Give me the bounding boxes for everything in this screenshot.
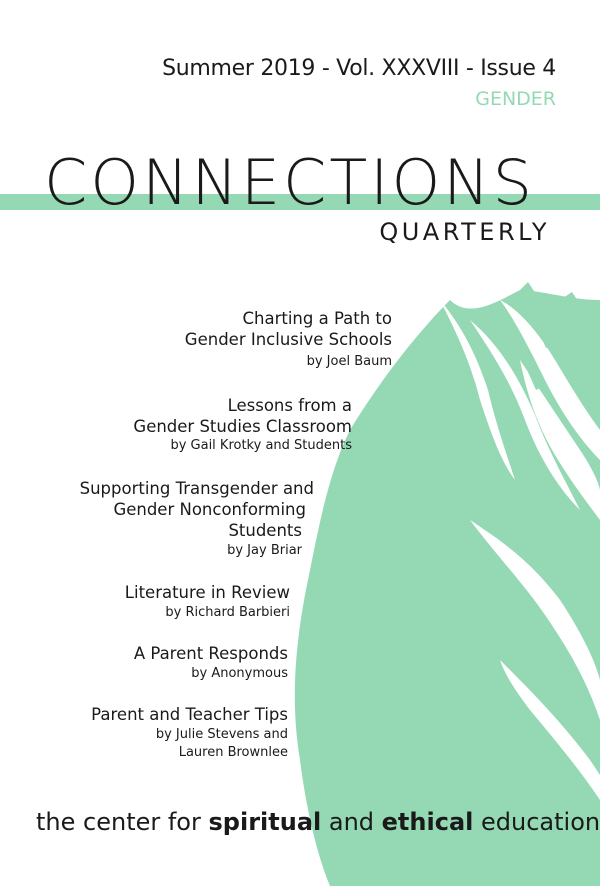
toc-entry-title: Parent and Teacher Tips xyxy=(91,705,288,724)
toc-entry-title: A Parent Responds xyxy=(133,644,288,663)
toc-entry-title: Gender Studies Classroom xyxy=(133,417,352,436)
toc-entry-title: Gender Inclusive Schools xyxy=(184,330,392,349)
toc-entry-title: Charting a Path to xyxy=(242,309,392,328)
toc-entry[interactable] xyxy=(134,643,288,683)
toc-entry-title: Literature in Review xyxy=(124,583,290,602)
tagline-text: and xyxy=(321,808,382,836)
publisher-tagline xyxy=(36,808,600,836)
toc-entry-author: by Julie Stevens and xyxy=(155,727,288,742)
tagline-emphasis: ethical xyxy=(381,808,474,836)
masthead-subtitle: QUARTERLY xyxy=(379,218,550,246)
toc-entry[interactable] xyxy=(125,582,290,622)
tagline-text: education xyxy=(473,808,600,836)
toc-entry[interactable] xyxy=(185,308,392,371)
toc-entry-author: by Gail Krotky and Students xyxy=(170,438,352,453)
toc-entry[interactable] xyxy=(133,395,352,455)
toc-entry-author: by Jay Briar xyxy=(227,543,302,558)
toc-entry-author: by Richard Barbieri xyxy=(165,605,290,620)
toc-entry-title: Lessons from a xyxy=(227,396,352,415)
toc-entry-title: Gender Nonconforming xyxy=(113,500,306,519)
masthead-title: CONNECTIONS xyxy=(44,146,536,219)
toc-entry-author: by Joel Baum xyxy=(306,354,392,369)
toc-entry-title: Supporting Transgender and xyxy=(79,479,314,498)
toc-entry-author: Lauren Brownlee xyxy=(178,745,288,760)
tagline-text: the center for xyxy=(36,808,209,836)
toc-entry-author: by Anonymous xyxy=(191,666,288,681)
issue-theme: GENDER xyxy=(475,88,556,110)
toc-entry[interactable] xyxy=(80,478,314,560)
toc-entry[interactable] xyxy=(91,704,288,762)
tagline-emphasis: spiritual xyxy=(208,808,322,836)
toc-entry-title: Students xyxy=(228,521,302,540)
issue-line: Summer 2019 - Vol. XXXVIII - Issue 4 xyxy=(162,56,556,81)
